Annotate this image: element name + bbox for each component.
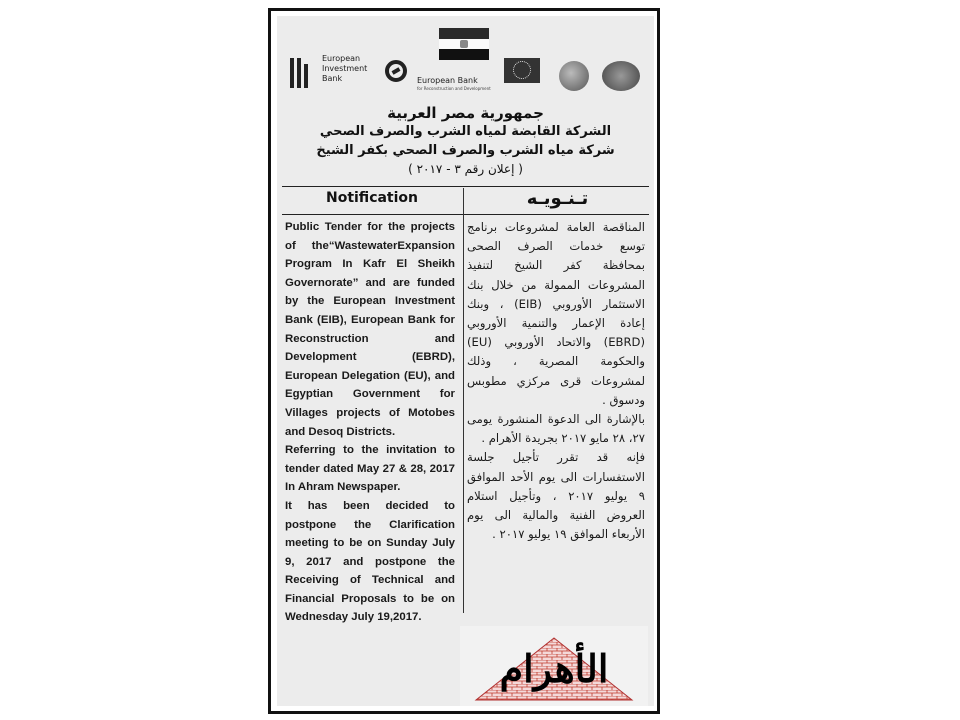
divider-heading [282, 214, 649, 215]
header-company: شركة مياه الشرب والصرف الصحي بكفر الشيخ [316, 143, 615, 158]
eib-logo-text: European Investment Bank [322, 54, 368, 83]
water-company-logo-icon [602, 61, 640, 91]
arabic-heading: تـنـويـه [526, 188, 589, 209]
english-paragraph: It has been decided to postpone the Clarification meeting to be on Sunday July 9, 2017 and postpone the Receiving of Technical and Financial Proposals to be on Wednesday July 19,2017. [285, 499, 455, 624]
divider-top [282, 186, 649, 187]
al-ahram-logo-text: الأهرام [499, 646, 609, 691]
newspaper-clipping [277, 16, 654, 706]
arabic-paragraph: بالإشارة الى الدعوة المنشورة يومى ٢٧، ٢٨ مايو ٢٠١٧ بجريدة الأهرام . [467, 412, 645, 446]
header-holding-company: الشركة القابضة لمياه الشرب والصرف الصحي [319, 124, 612, 139]
ebrd-logo-subtext: for Reconstruction and Development [417, 86, 491, 91]
ebrd-logo-icon [385, 60, 407, 82]
english-paragraph: Public Tender for the projects of the“WastewaterExpansion Program In Kafr El Sheikh Governorate” and are funded by the European Investment Bank (EIB), European Bank for Reconstruction and Development (EBRD), European Delegation (EU), and Egyptian Government for Villages projects of Motobes and Desoq Districts. [285, 221, 455, 438]
column-divider [463, 188, 464, 613]
arabic-paragraph: فإنه قد تقرر تأجيل جلسة الاستفسارات الى يوم الأحد الموافق ٩ يوليو ٢٠١٧ ، وتأجيل استلام العروض الفنية والمالية الى يوم الأربعاء الموافق ١٩ يوليو ٢٠١٧ . [467, 450, 646, 542]
english-heading: Notification [325, 190, 419, 206]
eib-logo-icon [290, 58, 314, 88]
egypt-flag-icon [439, 28, 489, 60]
holding-company-logo-icon [559, 61, 589, 91]
ebrd-logo-text: European Bank [417, 76, 478, 85]
english-paragraph: Referring to the invitation to tender dated May 27 & 28, 2017 In Ahram Newspaper. [285, 444, 455, 494]
header-country: جمهورية مصر العربية [387, 104, 544, 122]
al-ahram-logo [460, 626, 648, 706]
arabic-body [467, 218, 645, 544]
english-body [285, 218, 455, 627]
eu-flag-icon [504, 58, 540, 83]
announcement-number: ( إعلان رقم ٣ - ٢٠١٧ ) [408, 162, 523, 176]
sponsor-logos [277, 16, 654, 116]
arabic-paragraph: المناقصة العامة لمشروعات برنامج توسع خدمات الصرف الصحى بمحافظة كفر الشيخ لتنفيذ المشروعات الممولة من خلال بنك الاستثمار الأوروبي (EIB) ، وبنك إعادة الإعمار والتنمية الأوروبي (EBRD) والاتحاد الأوروبي (EU) والحكومة المصرية ، وذلك لمشروعات قرى مركزي مطوبس ودسوق . [467, 220, 646, 407]
